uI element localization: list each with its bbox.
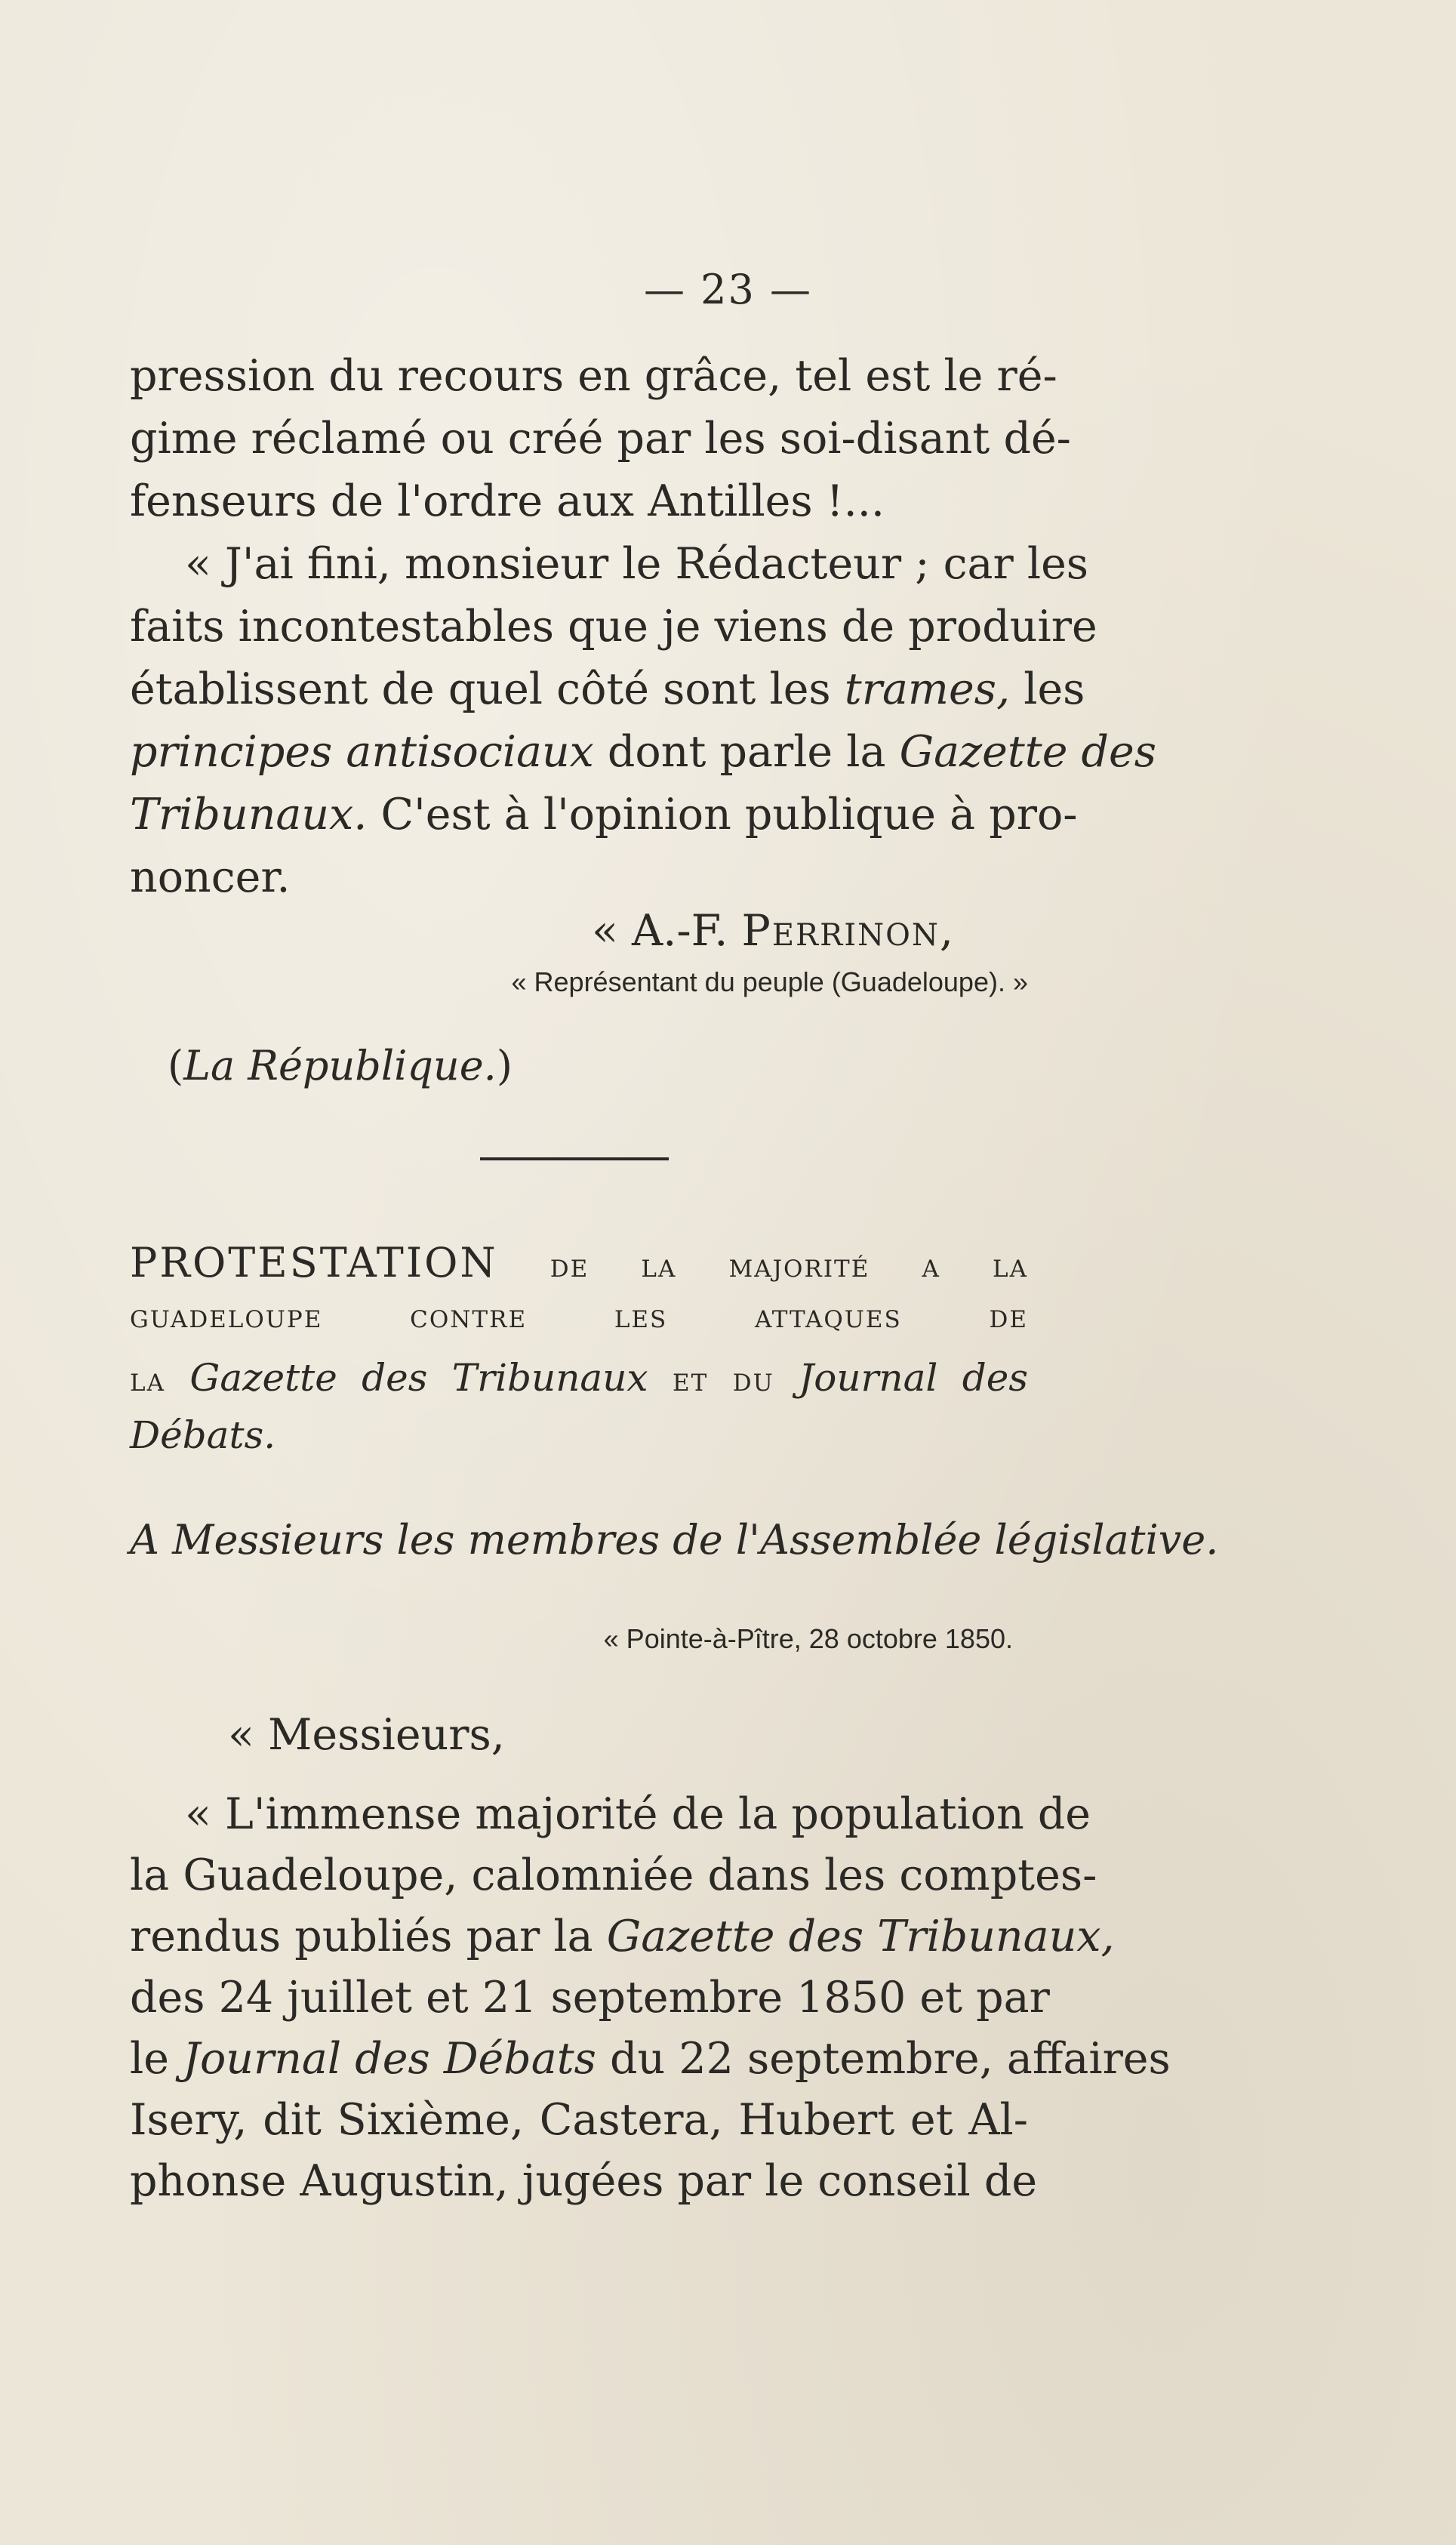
section-divider xyxy=(480,1157,669,1160)
source-citation: (La République.) xyxy=(168,1042,513,1089)
text-line: des 24 juillet et 21 septembre 1850 et par xyxy=(130,1973,1050,2023)
text-line: gime réclamé ou créé par les soi-disant dé- xyxy=(130,414,1071,464)
text-line: phonse Augustin, jugées par le conseil de xyxy=(130,2156,1038,2206)
text-line: noncer. xyxy=(130,852,291,902)
page-number: — 23 — xyxy=(643,266,813,313)
signature-title: « Représentant du peuple (Guadeloupe). » xyxy=(511,966,1028,997)
text-line: le Journal des Débats du 22 septembre, affaires xyxy=(130,2034,1171,2084)
text-line: fenseurs de l'ordre aux Antilles !... xyxy=(130,476,885,526)
section-heading: guadeloupe contre les attaques de xyxy=(130,1297,1028,1336)
salutation: « Messieurs, xyxy=(228,1710,505,1760)
text-line: Isery, dit Sixième, Castera, Hubert et Al- xyxy=(130,2095,1028,2145)
address-line: A Messieurs les membres de l'Assemblée législative. xyxy=(130,1516,1219,1564)
text-line: pression du recours en grâce, tel est le ré- xyxy=(130,351,1057,401)
text-line: Tribunaux. C'est à l'opinion publique à pro- xyxy=(130,790,1078,840)
text-line: rendus publiés par la Gazette des Tribunaux, xyxy=(130,1912,1115,1961)
text-line: la Guadeloupe, calomniée dans les comptes- xyxy=(130,1850,1097,1900)
text-line: faits incontestables que je viens de produire xyxy=(130,602,1097,652)
text-line: « L'immense majorité de la population de xyxy=(185,1789,1091,1839)
section-heading: PROTESTATION de la majorité a la xyxy=(130,1239,1028,1286)
signature-name: « A.-F. Perrinon, xyxy=(592,906,955,956)
text-line: « J'ai fini, monsieur le Rédacteur ; car les xyxy=(185,539,1089,589)
section-heading: Débats. xyxy=(130,1413,276,1457)
text-line: principes antisociaux dont parle la Gazette des xyxy=(130,727,1157,777)
section-heading: la Gazette des Tribunaux et du Journal des xyxy=(130,1356,1029,1400)
dateline: « Pointe-à-Pître, 28 octobre 1850. xyxy=(603,1623,1013,1654)
text-line: établissent de quel côté sont les trames, les xyxy=(130,664,1085,714)
